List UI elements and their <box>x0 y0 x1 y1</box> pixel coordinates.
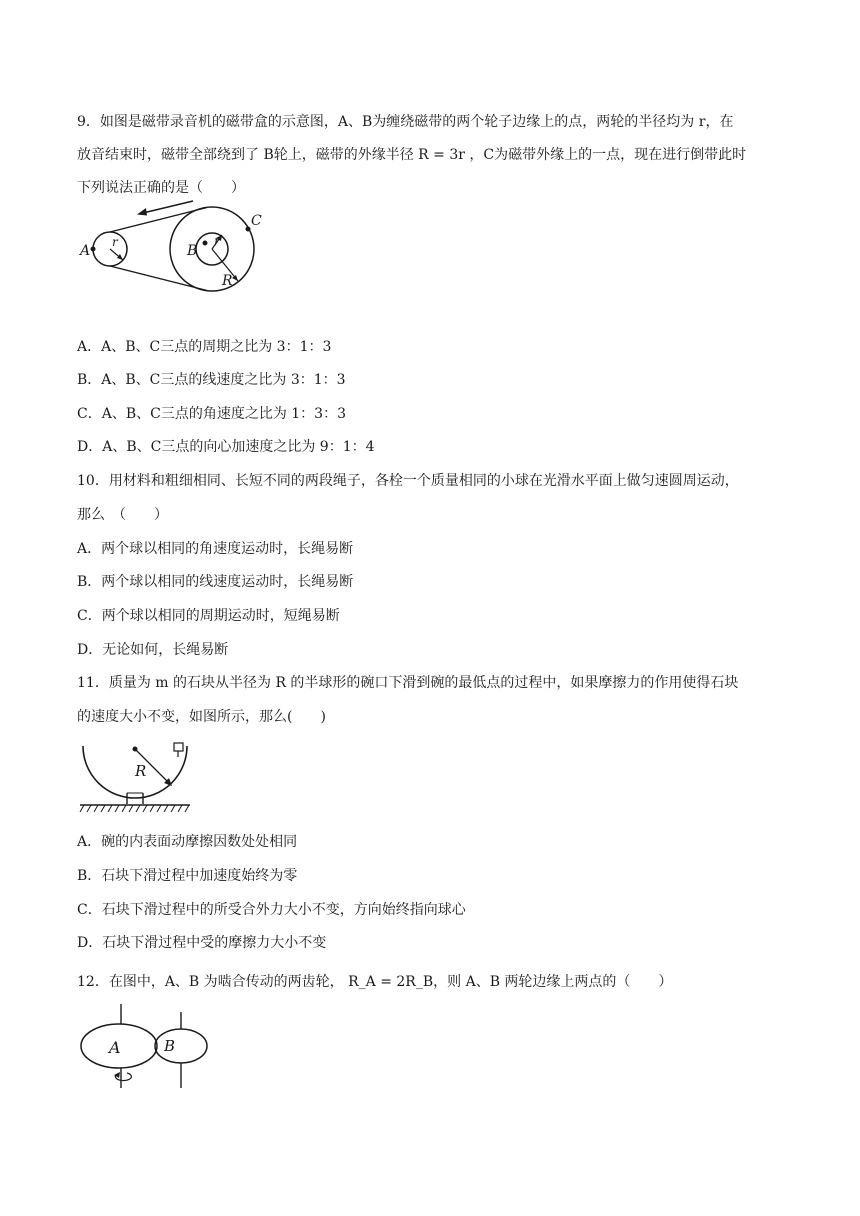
stone-block <box>174 743 183 751</box>
q10-option-a: A．两个球以相同的角速度运动时，长绳易断 <box>77 541 354 557</box>
q11-option-a: A．碗的内表面动摩擦因数处处相同 <box>77 834 298 850</box>
q9-option-d: D．A、B、C三点的向心加速度之比为 9：1：4 <box>77 439 375 455</box>
tape-cassette-figure <box>75 205 275 295</box>
q9-stem-line1: 9．如图是磁带录音机的磁带盒的示意图，A、B为缠绕磁带的两个轮子边缘上的点，两轮的半径均为 r，在 <box>77 114 734 130</box>
gear-b-ellipse <box>155 1029 207 1063</box>
gears-figure <box>80 1004 220 1094</box>
label-a: A <box>80 243 91 259</box>
label-b: B <box>187 243 198 259</box>
tape-bottom-line <box>110 266 207 291</box>
q9-option-c: C．A、B、C三点的角速度之比为 1：3：3 <box>77 406 346 422</box>
q9-option-a: A．A、B、C三点的周期之比为 3：1：3 <box>77 339 332 355</box>
q10-stem-line2: 那么 （ ） <box>77 507 168 523</box>
q11-option-b: B．石块下滑过程中加速度始终为零 <box>77 868 298 884</box>
bowl-figure <box>80 738 195 818</box>
tape-top-line <box>110 208 207 233</box>
q11-option-d: D．石块下滑过程中受的摩擦力大小不变 <box>77 935 327 951</box>
q10-option-d: D．无论如何，长绳易断 <box>77 642 229 658</box>
point-a-dot <box>91 247 96 252</box>
q9-option-b: B．A、B、C三点的线速度之比为 3：1：3 <box>77 372 346 388</box>
label-r-small: r <box>112 235 118 249</box>
q9-stem-line3: 下列说法正确的是（ ） <box>77 180 245 196</box>
q9-stem-line2: 放音结束时，磁带全部绕到了 B轮上，磁带的外缘半径 R = 3r ，C为磁带外缘上的一点，现在进行倒带此时 <box>77 147 747 163</box>
label-gear-a: A <box>109 1038 121 1057</box>
q11-stem-line1: 11．质量为 m 的石块从半径为 R 的半球形的碗口下滑到碗的最低点的过程中，如果摩擦力的作用使得石块 <box>77 675 739 691</box>
q10-option-c: C．两个球以相同的周期运动时，短绳易断 <box>77 608 340 624</box>
q10-stem-line1: 10．用材料和粗细相同、长短不同的两段绳子，各栓一个质量相同的小球在光滑水平面上做匀速圆周运动， <box>77 473 739 489</box>
label-big-r: R <box>222 273 233 289</box>
label-c: C <box>251 213 262 229</box>
q10-option-b: B．两个球以相同的线速度运动时，长绳易断 <box>77 574 354 590</box>
point-c-dot <box>246 227 251 232</box>
label-gear-b: B <box>164 1037 176 1055</box>
q12-stem-line1: 12．在图中，A、B 为啮合传动的两齿轮， R_A = 2R_B，则 A、B 两轮边缘上两点的（ ） <box>77 974 673 990</box>
point-b-dot <box>203 241 208 246</box>
q11-option-c: C．石块下滑过程中的所受合外力大小不变，方向始终指向球心 <box>77 902 466 918</box>
q11-stem-line2: 的速度大小不变，如图所示，那么( ) <box>77 709 326 725</box>
direction-arrow <box>143 201 193 213</box>
label-r-b: r <box>214 234 220 248</box>
label-r: R <box>135 762 147 780</box>
